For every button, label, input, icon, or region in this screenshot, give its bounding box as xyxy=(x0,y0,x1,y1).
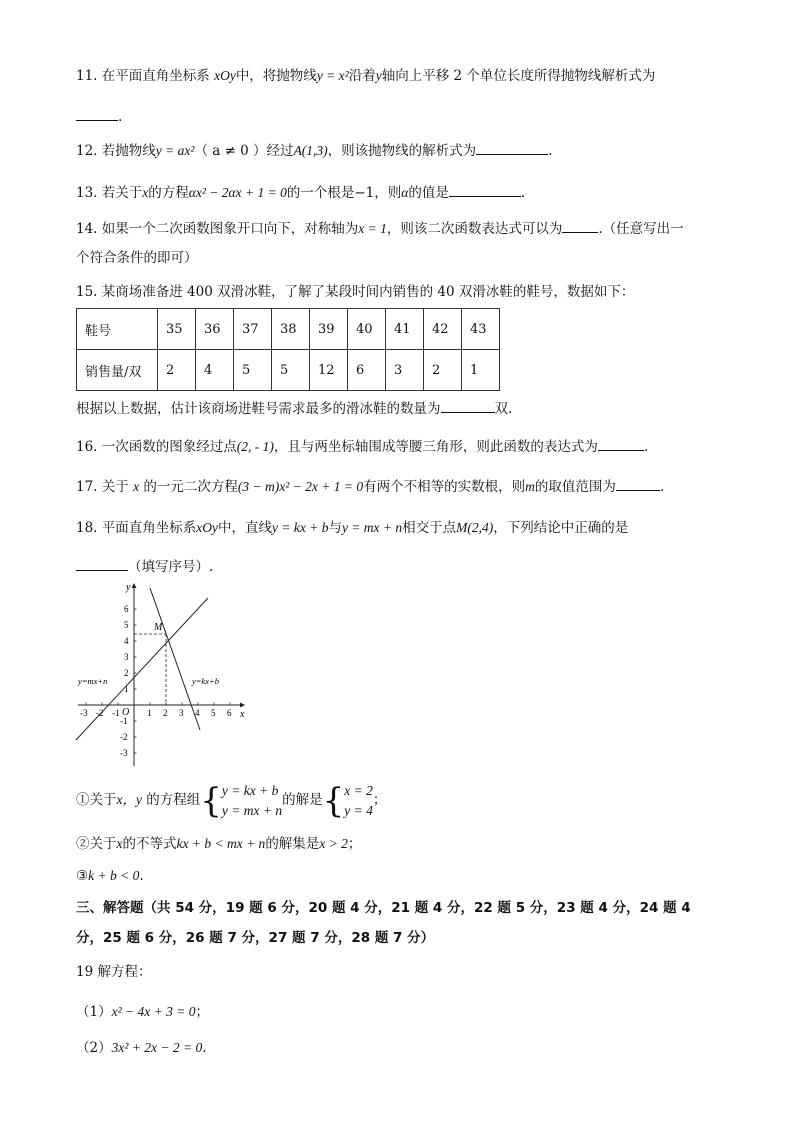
option-1 xyxy=(76,780,386,821)
x-tick-label: 4 xyxy=(195,708,200,718)
line-mx-n xyxy=(76,598,208,740)
shoe-size-table xyxy=(76,308,500,391)
table-cell: 12 xyxy=(310,350,348,391)
q18-text-e: ，下列结论中正确的是 xyxy=(493,520,629,536)
question-15 xyxy=(76,282,634,302)
q17-text: 17. 关于 xyxy=(76,479,129,495)
y-tick-label: -1 xyxy=(120,716,128,726)
q15-answer-blank[interactable] xyxy=(441,398,495,413)
q17-variable-m: m xyxy=(525,479,535,494)
question-14 xyxy=(76,218,684,239)
q14-axis-eq: x = 1 xyxy=(358,221,387,236)
table-header-sales: 销售量/双 xyxy=(77,350,158,391)
q14-line2 xyxy=(76,248,198,268)
opt2-text-c: 的解集是 xyxy=(265,836,320,852)
q14-text-line2: 个符合条件的即可） xyxy=(76,250,198,266)
q11-text-d: 轴向上平移 2 个单位长度所得抛物线解析式为 xyxy=(381,68,656,84)
q13-text-b: 的方程 xyxy=(148,185,189,201)
x-tick-label: -2 xyxy=(96,708,104,718)
table-cell: 4 xyxy=(196,350,234,391)
question-11 xyxy=(76,66,655,86)
q16-answer-blank[interactable] xyxy=(598,436,644,451)
opt1-vars: x，y xyxy=(116,792,142,807)
y-tick-label: 2 xyxy=(124,668,129,678)
q17-end: . xyxy=(659,479,665,495)
opt1-end: ； xyxy=(372,792,387,808)
y-axis-label: y xyxy=(126,582,131,593)
system-brace: { xyxy=(200,780,222,821)
q15-intro: 15. 某商场准备进 400 双滑冰鞋，了解了某段时间内销售的 40 双滑冰鞋的鞋号，数据如下： xyxy=(76,284,635,300)
q14-text: 14. 如果一个二次函数图象开口向下，对称轴为 xyxy=(76,221,359,237)
opt1-text-b: 的方程组 xyxy=(146,792,201,808)
question-13 xyxy=(76,182,525,203)
q18-graph xyxy=(74,578,254,770)
q19-title: 19 解方程： xyxy=(76,964,152,980)
opt1-mark: ① xyxy=(76,792,90,808)
q11-text-c: 沿着 xyxy=(348,68,376,84)
q19-part-1 xyxy=(76,1002,209,1022)
q12-end: . xyxy=(548,143,553,159)
q12-text-b: ，则该抛物线的解析式为 xyxy=(327,143,477,159)
y-tick-label: 4 xyxy=(124,636,129,646)
x-tick-label: 3 xyxy=(179,708,184,718)
table-cell: 5 xyxy=(272,350,310,391)
q17-answer-blank[interactable] xyxy=(616,476,660,491)
x-tick-label: 1 xyxy=(147,708,152,718)
line-mx-n-label: y=mx+n xyxy=(78,676,108,686)
q12-answer-blank[interactable] xyxy=(476,140,548,155)
solution-brace: { xyxy=(322,780,345,821)
x-axis-label: x xyxy=(240,709,245,720)
q17-text-d: 的取值范围为 xyxy=(534,479,616,495)
section-3-heading-2 xyxy=(76,928,434,948)
point-m-label: M xyxy=(154,622,163,633)
q17-text-c: 有两个不相等的实数根，则 xyxy=(363,479,526,495)
q11-number: 11. xyxy=(76,68,98,84)
q11-answer-blank[interactable] xyxy=(76,106,118,121)
q19-part1-label: （1） xyxy=(76,1004,112,1020)
y-tick-label: 6 xyxy=(124,604,129,614)
question-12 xyxy=(76,140,552,161)
table-cell: 40 xyxy=(348,309,386,350)
q12-text: 若抛物线 xyxy=(101,143,156,159)
q16-point: (2, - 1) xyxy=(236,439,274,454)
option-3 xyxy=(76,866,144,886)
section-3-heading-line2: 分，25 题 6 分，26 题 7 分，27 题 7 分，28 题 7 分） xyxy=(76,930,435,946)
opt3-inequality: k + b < 0 xyxy=(88,868,140,883)
opt2-text: 关于 xyxy=(89,836,117,852)
q12-condition: （ a ≠ 0 ）经过 xyxy=(194,143,294,159)
origin-label: O xyxy=(122,707,130,718)
q11-answer-line xyxy=(76,106,122,127)
table-cell: 2 xyxy=(424,350,462,391)
q13-answer-blank[interactable] xyxy=(449,182,521,197)
q17-text-b: 的一元二次方程 xyxy=(143,479,238,495)
question-17 xyxy=(76,476,664,497)
q19-part-2 xyxy=(76,1038,207,1058)
system-eq-2: y = mx + n xyxy=(221,802,283,818)
x-tick-label: 5 xyxy=(211,708,216,718)
opt2-solution: x > 2 xyxy=(319,836,348,851)
section-3-heading-line1: 三、解答题（共 54 分，19 题 6 分，20 题 4 分，21 题 4 分，22 题 5 分，23 题 4 分，24 题 4 xyxy=(76,900,691,916)
q18-text-b: 中，直线 xyxy=(218,520,272,536)
option-2 xyxy=(76,834,361,854)
opt2-text-b: 的不等式 xyxy=(122,836,177,852)
solution-y: y = 4 xyxy=(344,802,373,818)
question-19 xyxy=(76,962,151,982)
table-row-sales xyxy=(77,350,500,391)
y-tick-label: -3 xyxy=(120,748,128,758)
line-kx-b xyxy=(150,588,200,730)
q11-coord-system: xOy xyxy=(214,68,236,83)
q18-answer-blank[interactable] xyxy=(76,556,128,571)
q15-end: 双. xyxy=(494,401,513,417)
question-18 xyxy=(76,518,628,538)
q14-answer-blank[interactable] xyxy=(562,218,598,233)
q11-axis: y xyxy=(375,68,382,83)
table-cell: 41 xyxy=(386,309,424,350)
table-cell: 1 xyxy=(462,350,500,391)
q11-end: . xyxy=(118,109,123,125)
table-cell: 38 xyxy=(272,309,310,350)
opt1-text: 关于 xyxy=(89,792,117,808)
q14-text-end: .（任意写出一 xyxy=(598,221,684,237)
q16-text-b: ，且与两坐标轴围成等腰三角形，则此函数的表达式为 xyxy=(273,439,598,455)
q17-variable: x xyxy=(133,479,140,494)
q13-end: . xyxy=(520,185,526,201)
q14-text-b: ，则该二次函数表达式可以为 xyxy=(386,221,563,237)
equation-system xyxy=(222,781,282,821)
table-cell: 42 xyxy=(424,309,462,350)
x-tick-label: 6 xyxy=(227,708,232,718)
x-tick-label: -3 xyxy=(80,708,88,718)
q19-part1-end: ； xyxy=(195,1004,209,1020)
opt3-mark: ③ xyxy=(76,868,89,884)
q19-part2-end: . xyxy=(202,1040,207,1056)
y-tick-label: 1 xyxy=(124,684,129,694)
table-cell: 36 xyxy=(196,309,234,350)
q19-part1-equation: x² − 4x + 3 = 0 xyxy=(111,1004,196,1019)
y-tick-label: 5 xyxy=(124,620,129,630)
q18-text-c: 与 xyxy=(328,520,342,536)
q18-line2: y = mx + n xyxy=(341,520,403,535)
q11-text-b: 中，将抛物线 xyxy=(235,68,317,84)
opt1-text-c: 的解是 xyxy=(282,792,323,808)
opt2-variable: x xyxy=(116,836,123,851)
q12-parabola: y = ax² xyxy=(155,143,195,158)
q16-end: . xyxy=(643,439,649,455)
q13-number: 13. xyxy=(76,185,98,201)
x-tick-label: -1 xyxy=(112,708,120,718)
q18-text: 18. 平面直角坐标系 xyxy=(76,520,197,536)
q18-coord-system: xOy xyxy=(196,520,218,535)
q13-alpha: α xyxy=(401,185,409,200)
table-cell: 6 xyxy=(348,350,386,391)
y-tick-label: -2 xyxy=(120,732,128,742)
opt2-mark: ② xyxy=(76,836,90,852)
q13-equation: αx² − 2αx + 1 = 0 xyxy=(188,185,287,200)
q13-text-d: 的值是 xyxy=(408,185,449,201)
table-header-size: 鞋号 xyxy=(77,309,158,350)
q18-line1: y = kx + b xyxy=(272,520,329,535)
table-cell: 35 xyxy=(158,309,196,350)
q18-point: M(2,4) xyxy=(456,520,494,535)
q18-answer-line xyxy=(76,556,213,577)
table-cell: 3 xyxy=(386,350,424,391)
q11-text: 在平面直角坐标系 xyxy=(101,68,210,84)
q13-variable: x xyxy=(142,185,149,200)
solution-x: x = 2 xyxy=(344,782,373,798)
q13-text-c: 的一个根是−1，则 xyxy=(286,185,402,201)
q15-question xyxy=(76,398,512,419)
table-cell: 5 xyxy=(234,350,272,391)
table-cell: 39 xyxy=(310,309,348,350)
q18-text-d: 相交于点 xyxy=(402,520,457,536)
q13-text: 若关于 xyxy=(101,185,143,201)
table-row-sizes xyxy=(77,309,500,350)
opt3-end: . xyxy=(139,868,144,884)
y-tick-label: 3 xyxy=(124,652,129,662)
section-3-heading xyxy=(76,898,691,918)
opt2-end: ； xyxy=(347,836,362,852)
q12-number: 12. xyxy=(76,143,98,159)
table-cell: 37 xyxy=(234,309,272,350)
opt2-inequality: kx + b < mx + n xyxy=(176,836,266,851)
x-tick-label: 2 xyxy=(163,708,168,718)
q19-part2-label: （2） xyxy=(76,1040,112,1056)
q19-part2-equation: 3x² + 2x − 2 = 0 xyxy=(111,1040,203,1055)
q18-instruction: （填写序号）. xyxy=(128,559,214,575)
q17-equation: (3 − m)x² − 2x + 1 = 0 xyxy=(237,479,364,494)
line-kx-b-label: y=kx+b xyxy=(192,676,220,686)
table-cell: 43 xyxy=(462,309,500,350)
question-16 xyxy=(76,436,648,457)
q12-point: A(1,3) xyxy=(293,143,328,158)
q15-question-text: 根据以上数据，估计该商场进鞋号需求最多的滑冰鞋的数量为 xyxy=(76,401,441,417)
system-eq-1: y = kx + b xyxy=(221,782,279,798)
table-cell: 2 xyxy=(158,350,196,391)
solution-system xyxy=(344,781,373,821)
q16-text: 16. 一次函数的图象经过点 xyxy=(76,439,237,455)
q11-parabola: y = x² xyxy=(316,68,349,83)
